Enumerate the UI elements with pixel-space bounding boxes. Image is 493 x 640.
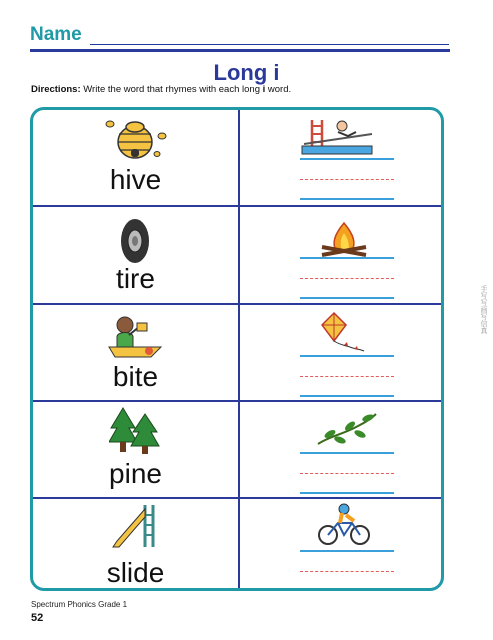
word-label: tire — [116, 263, 155, 294]
bike-icon — [316, 503, 372, 547]
vine-icon — [314, 412, 378, 448]
slide-icon — [298, 114, 378, 156]
name-label: Name — [30, 24, 82, 45]
directions — [31, 84, 291, 95]
guide-line-mid — [300, 179, 394, 180]
guide-line-top — [300, 355, 394, 357]
word-cell-slide — [33, 499, 238, 591]
guide-line-mid — [300, 278, 394, 279]
guide-line-base — [300, 492, 394, 494]
answer-cell-2[interactable] — [240, 207, 441, 303]
worksheet-table — [30, 107, 444, 591]
guide-line-top — [300, 452, 394, 454]
directions-text-after: word. — [265, 84, 292, 95]
tire-icon — [115, 217, 155, 265]
answer-cell-3[interactable] — [240, 305, 441, 400]
directions-label: Directions: — [31, 84, 81, 95]
kite-icon — [316, 311, 368, 355]
answer-cell-1[interactable] — [240, 110, 441, 205]
word-cell-pine — [33, 402, 238, 497]
word-label: pine — [109, 458, 162, 489]
guide-line-base — [300, 395, 394, 397]
name-row — [30, 24, 450, 50]
guide-line-top — [300, 550, 394, 552]
beehive-icon — [105, 116, 169, 160]
word-label: hive — [109, 164, 162, 195]
guide-line-top — [300, 158, 394, 160]
playground-slide-icon — [109, 501, 159, 549]
word-label: bite — [112, 361, 159, 392]
page-title: Long i — [213, 60, 280, 85]
answer-cell-4[interactable] — [240, 402, 441, 497]
page-number: 52 — [31, 612, 44, 624]
name-write-line[interactable] — [90, 44, 449, 45]
guide-line-base — [300, 590, 394, 591]
guide-line-mid — [300, 473, 394, 474]
guide-line-base — [300, 297, 394, 299]
answer-cell-5[interactable] — [240, 499, 441, 591]
guide-line-mid — [300, 571, 394, 572]
pine-trees-icon — [109, 406, 161, 456]
word-cell-tire — [33, 207, 238, 303]
girl-eating-icon — [107, 311, 163, 361]
guide-line-base — [300, 198, 394, 200]
header-rule — [30, 49, 450, 52]
footer-series: Spectrum Phonics Grade 1 — [31, 600, 128, 609]
guide-line-top — [300, 257, 394, 259]
fire-icon — [318, 221, 370, 257]
side-note: 手写写画写信真 — [480, 285, 487, 334]
word-label: slide — [106, 557, 165, 588]
guide-line-mid — [300, 376, 394, 377]
directions-text-before: Write the word that rhymes with each long — [80, 84, 263, 95]
word-cell-hive — [33, 110, 238, 205]
directions-letter: i — [262, 84, 266, 95]
word-cell-bite — [33, 305, 238, 400]
